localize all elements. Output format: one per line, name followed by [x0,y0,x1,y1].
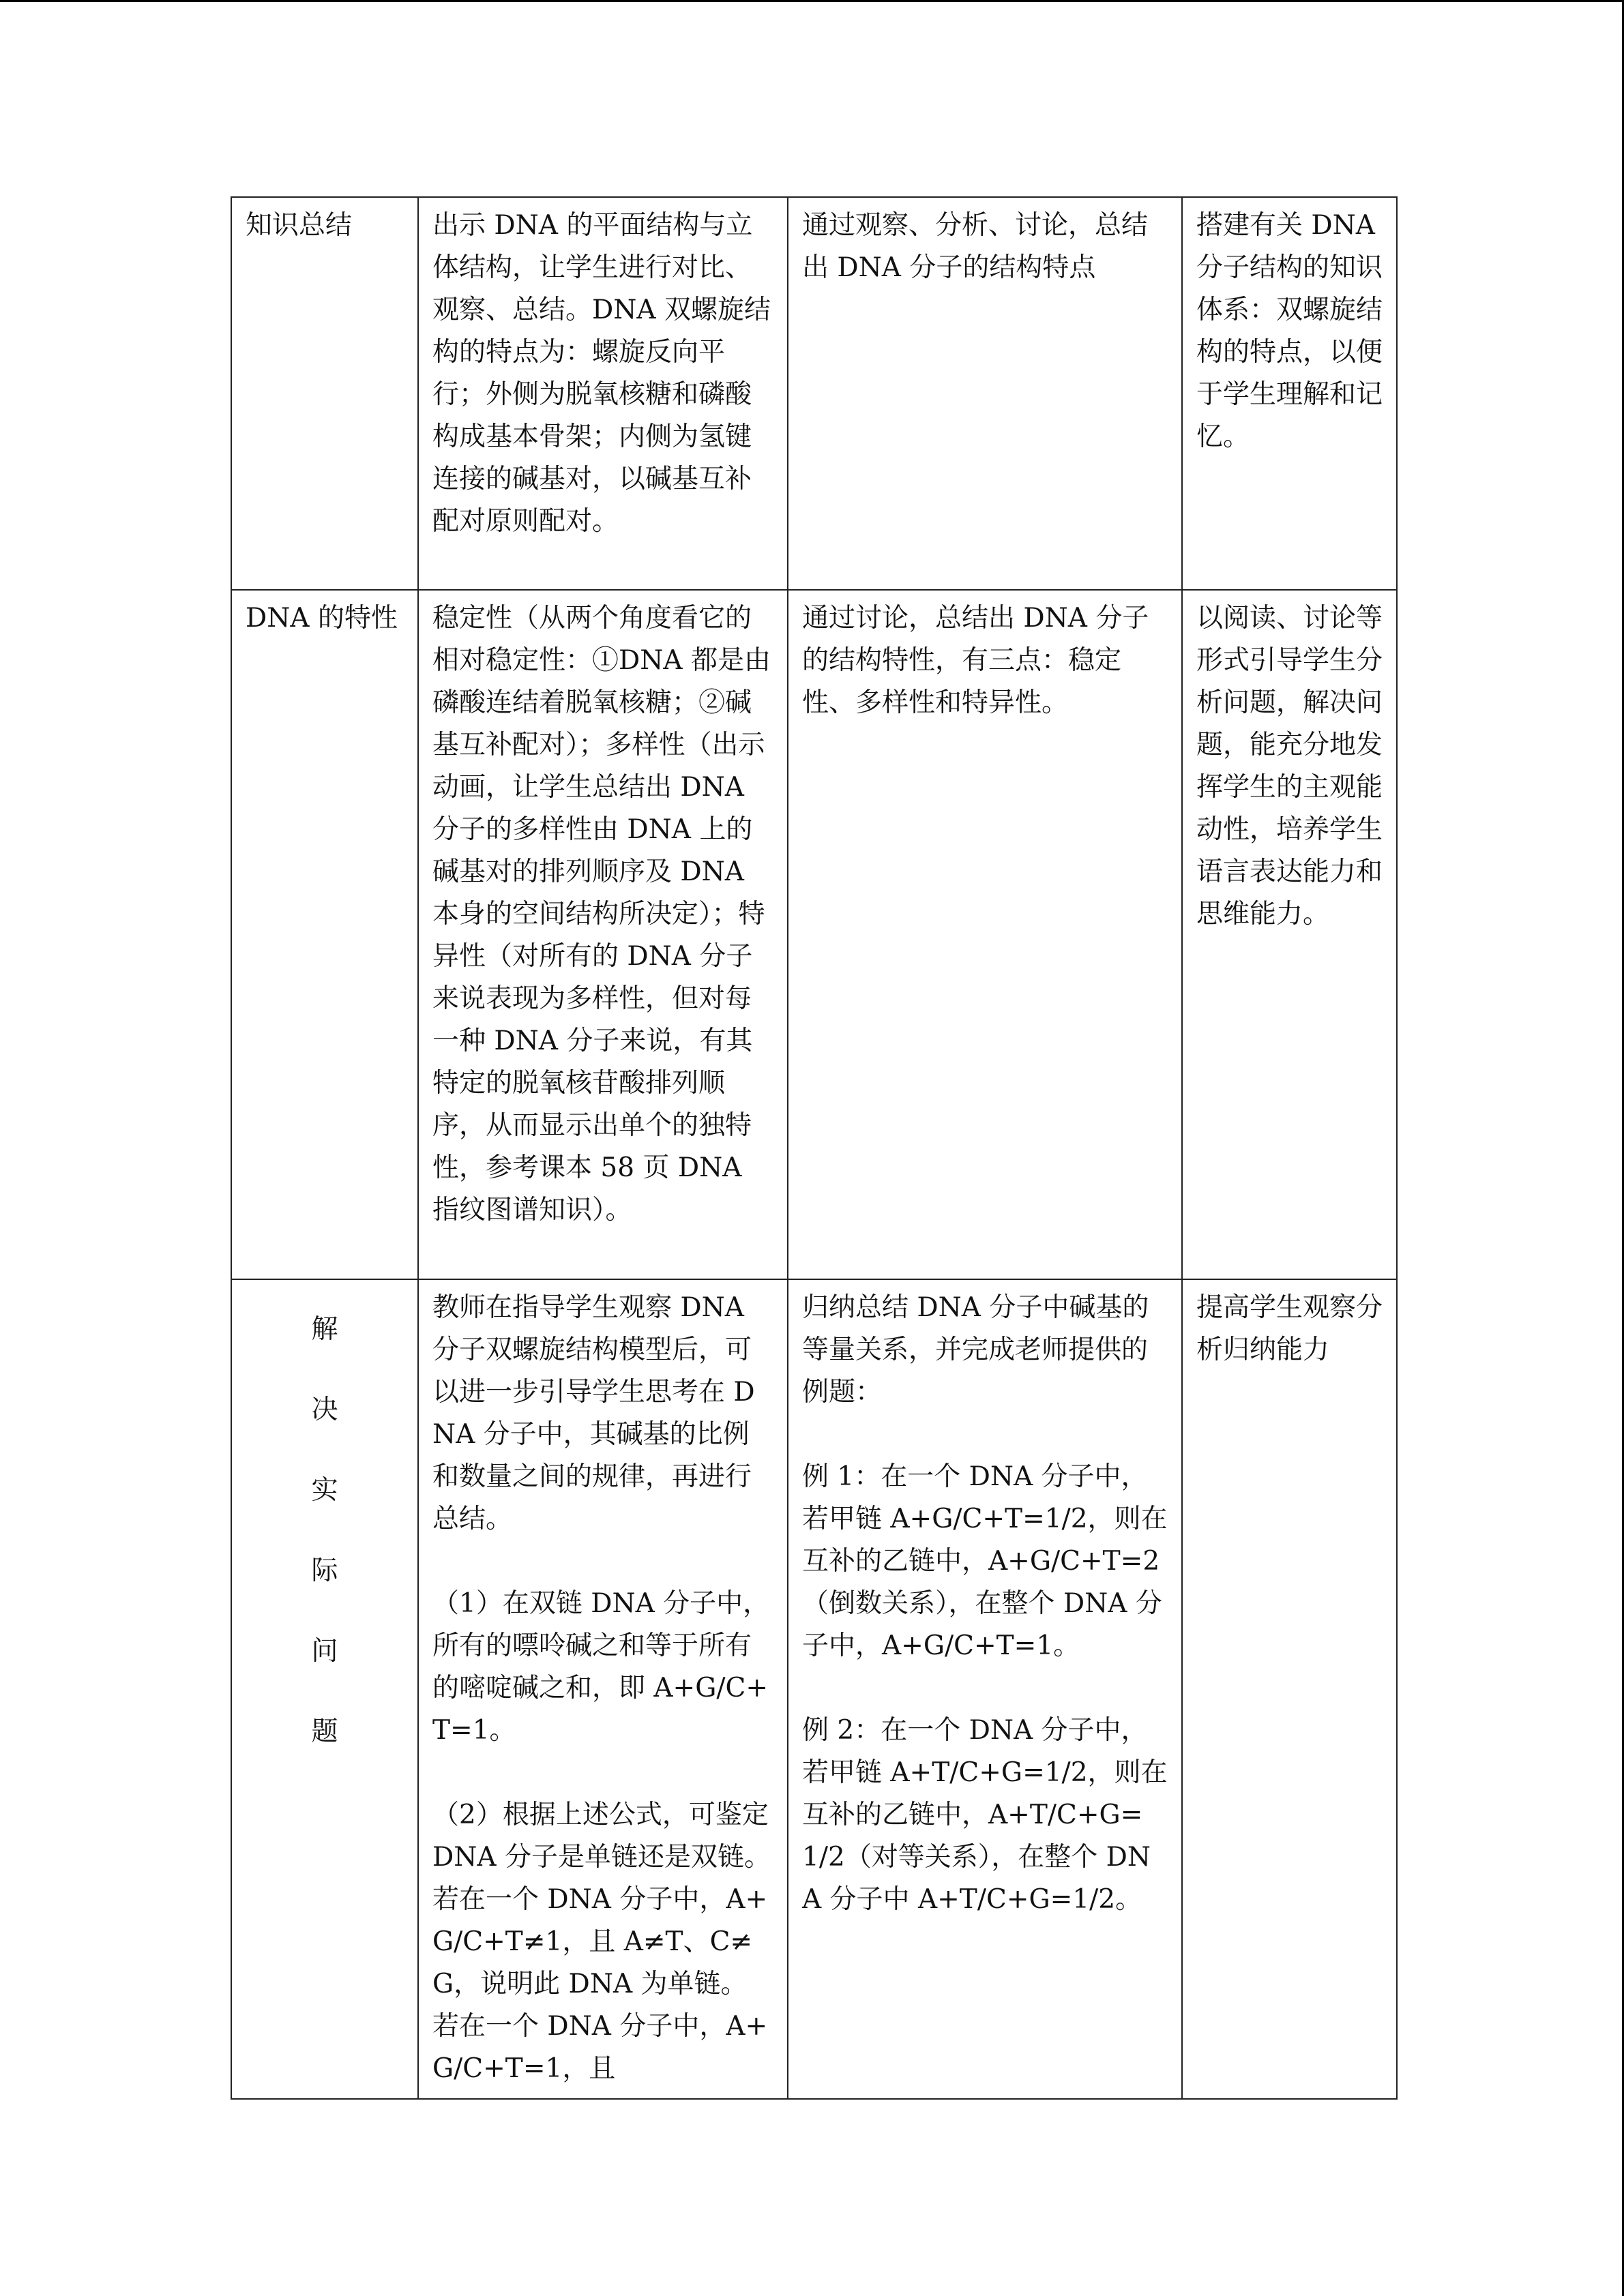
design-intent-text: 提高学生观察分析归纳能力 [1196,1292,1383,1365]
design-intent-cell [1182,590,1397,1279]
design-intent-text: 以阅读、讨论等形式引导学生分析问题，解决问题，能充分地发挥学生的主观能动性，培养学生语言表达能力和思维能力。 [1196,603,1383,929]
section-title: DNA 的特性 [246,603,398,633]
student-activity-cell [788,590,1182,1279]
section-title-char: 实 [311,1475,338,1506]
student-activity-cell [788,1279,1182,2099]
table-row [231,197,1397,590]
student-activity-text: 归纳总结 DNA 分子中碱基的等量关系，并完成老师提供的例题： 例 1：在一个 DNA 分子中，若甲链 A+G/C+T=1/2，则在互补的乙链中，A+G/C+T=2（倒数关系），在整个 DNA 分子中，A+G/C+T=1。 例 2：在一个 DNA 分子中，若甲链 A+T/C+G=1/2，则在互补的乙链中，A+T/C+G=1/2（对等关系），在整个 DNA 分子中 A+T/C+G=1/2。 [802,1292,1168,1915]
teacher-activity-text: 教师在指导学生观察 DNA 分子双螺旋结构模型后，可以进一步引导学生思考在 DNA 分子中，其碱基的比例和数量之间的规律，再进行总结。 （1）在双链 DNA 分子中，所有的嘌呤碱之和等于所有的嘧啶碱之和，即 A+G/C+T=1。 （2）根据上述公式，可鉴定 DNA 分子是单链还是双链。若在一个 DNA 分子中，A+G/C+T≠1，且 A≠T、C≠G，说明此 DNA 为单链。若在一个 DNA 分子中，A+G/C+T=1，且 [432,1292,771,2084]
table-row [231,590,1397,1279]
teacher-activity-cell [418,197,788,590]
design-intent-text: 搭建有关 DNA 分子结构的知识体系：双螺旋结构的特点，以便于学生理解和记忆。 [1196,210,1384,452]
section-title-vertical [246,1287,404,1772]
student-activity-text: 通过讨论，总结出 DNA 分子的结构特性，有三点：稳定性、多样性和特异性。 [802,603,1149,718]
section-title-char: 解 [311,1314,338,1345]
section-title-char: 题 [311,1716,338,1747]
section-cell [231,590,418,1279]
section-cell [231,1279,418,2099]
page-top-border [0,0,1624,2]
lesson-plan-table [231,196,1398,2100]
section-title-char: 问 [311,1636,338,1667]
section-cell [231,197,418,590]
section-title: 知识总结 [246,210,353,241]
teacher-activity-text: 出示 DNA 的平面结构与立体结构，让学生进行对比、观察、总结。DNA 双螺旋结构的特点为：螺旋反向平行；外侧为脱氧核糖和磷酸构成基本骨架；内侧为氢键连接的碱基对，以碱基互补配对原则配对。 [432,210,771,537]
table-row [231,1279,1397,2099]
teacher-activity-cell [418,590,788,1279]
teacher-activity-text: 稳定性（从两个角度看它的相对稳定性：①DNA 都是由磷酸连结着脱氧核糖；②碱基互补配对）；多样性（出示动画，让学生总结出 DNA 分子的多样性由 DNA 上的碱基对的排列顺序及 DNA 本身的空间结构所决定）；特异性（对所有的 DNA 分子来说表现为多样性，但对每一种 DNA 分子来说，有其特定的脱氧核苷酸排列顺序，从而显示出单个的独特性，参考课本 58 页 DNA 指纹图谱知识）。 [432,603,771,1225]
design-intent-cell [1182,1279,1397,2099]
design-intent-cell [1182,197,1397,590]
section-title-char: 决 [311,1395,338,1425]
teacher-activity-cell [418,1279,788,2099]
section-title-char: 际 [311,1555,338,1586]
student-activity-cell [788,197,1182,590]
student-activity-text: 通过观察、分析、讨论，总结出 DNA 分子的结构特点 [802,210,1149,283]
